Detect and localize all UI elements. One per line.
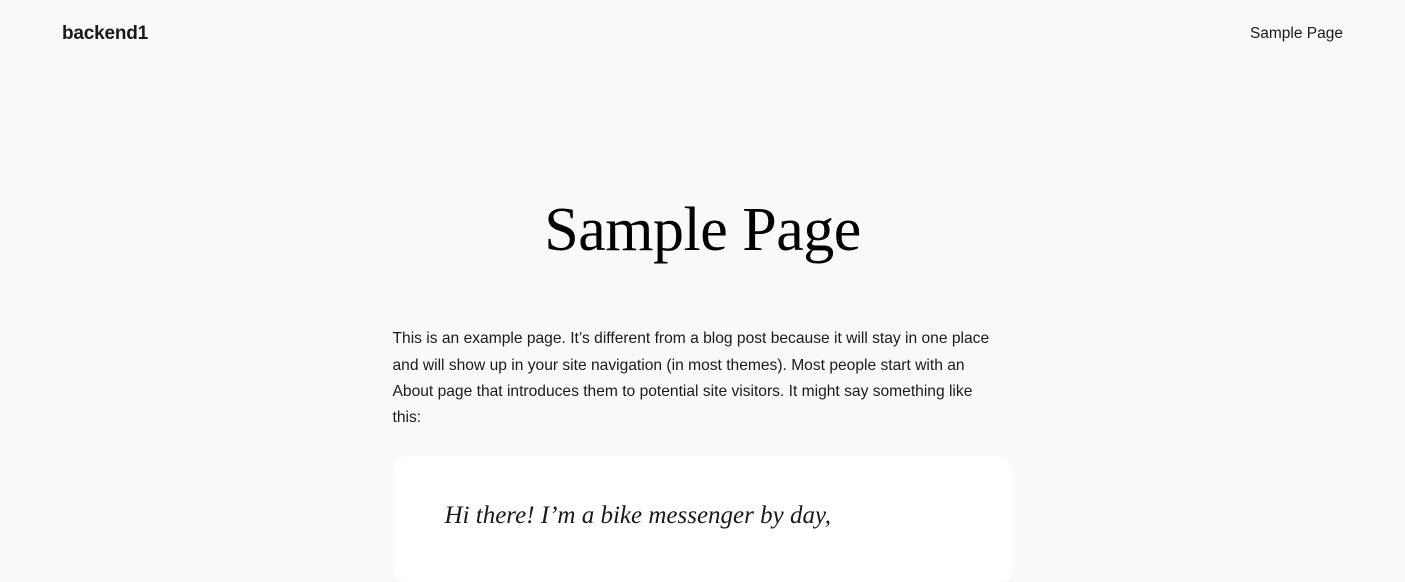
quote-card bbox=[393, 456, 1013, 582]
primary-navigation bbox=[1250, 22, 1343, 46]
intro-paragraph: This is an example page. It’s different from a blog post because it will stay in one place and will show up in your site navigation (in most themes). Most people start with an About page that introduces them to potential site visitors. It might say something like this: bbox=[392, 330, 990, 427]
nav-item-sample-page[interactable]: Sample Page bbox=[1249, 25, 1343, 42]
quote-text: Hi there! I’m a bike messenger by day, bbox=[444, 501, 831, 529]
page-title: Sample Page bbox=[544, 196, 861, 264]
site-header bbox=[0, 0, 1405, 46]
site-title-link[interactable]: backend1 bbox=[62, 23, 149, 44]
main-content bbox=[393, 46, 1013, 582]
entry-content bbox=[393, 326, 1013, 582]
